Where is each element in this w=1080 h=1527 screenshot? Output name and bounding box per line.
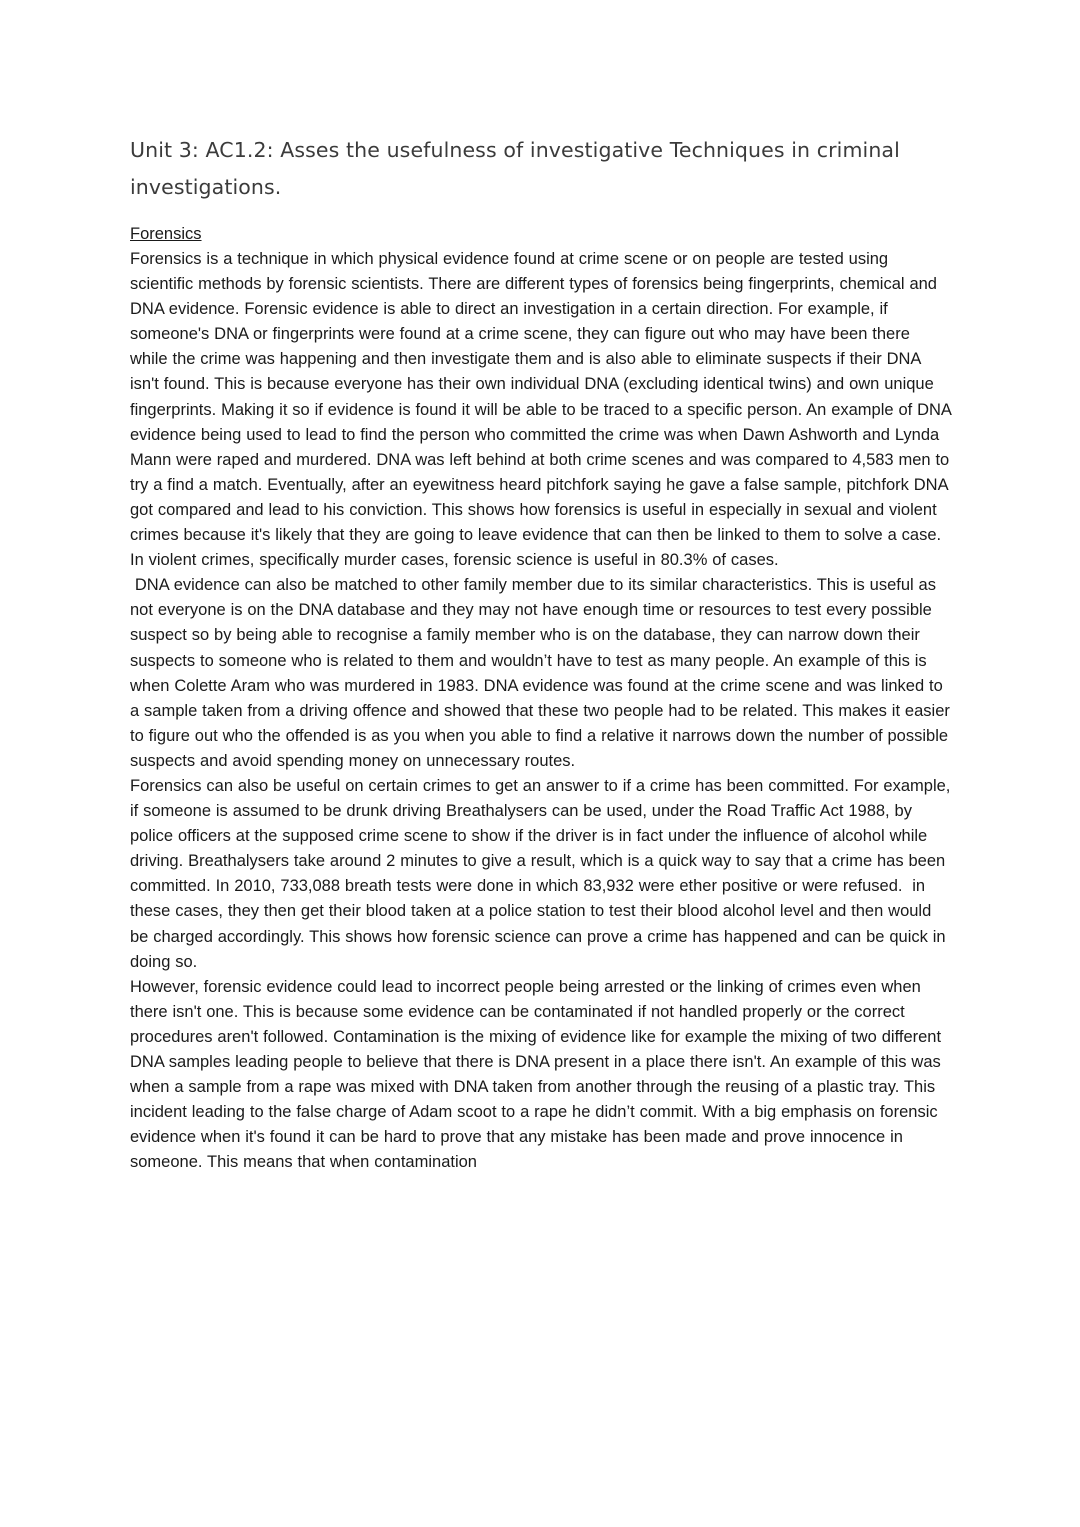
document-content: [130, 132, 956, 1175]
section-heading-forensics: Forensics: [130, 225, 202, 243]
paragraph-dna-family-matching: DNA evidence can also be matched to other family member due to its similar characteristics. This is useful as not everyone is on the DNA database and they may not have enough time or resources to test every possible suspect so by being able to recognise a family member who is on the database, they can narrow down their suspects to someone who is related to them and wouldn’t have to test as many people. An example of this is when Colette Aram who was murdered in 1983. DNA evidence was found at the crime scene and was linked to a sample taken from a driving offence and showed that these two people had to be related. This makes it easier to figure out who the offended is as you when you able to find a relative it narrows down the number of possible suspects and avoid spending money on unnecessary routes.: [130, 576, 955, 770]
paragraph-forensics-intro: Forensics is a technique in which physical evidence found at crime scene or on people are tested using scientific methods by forensic scientists. There are different types of forensics being fingerprints, chemical and DNA evidence. Forensic evidence is able to direct an investigation in a certain direction. For example, if someone's DNA or fingerprints were found at a crime scene, they can figure out who may have been there while the crime was happening and then investigate them and is also able to eliminate suspects if their DNA isn't found. This is because everyone has their own individual DNA (excluding identical twins) and own unique fingerprints. Making it so if evidence is found it will be able to be traced to a specific person. An example of DNA evidence being used to lead to find the person who committed the crime was when Dawn Ashworth and Lynda Mann were raped and murdered. DNA was left behind at both crime scenes and was compared to 4,583 men to try a find a match. Eventually, after an eyewitness heard pitchfork saying he gave a false sample, pitchfork DNA got compared and lead to his conviction. This shows how forensics is useful in especially in sexual and violent crimes because it's likely that they are going to leave evidence that can then be linked to them to solve a case. In violent crimes, specifically murder cases, forensic science is useful in 80.3% of cases.: [130, 250, 956, 570]
page-title: Unit 3: AC1.2: Asses the usefulness of investigative Techniques in criminal investigations.: [130, 138, 900, 199]
paragraph-breathalysers: Forensics can also be useful on certain crimes to get an answer to if a crime has been committed. For example, if someone is assumed to be drunk driving Breathalysers can be used, under the Road Traffic Act 1988, by police officers at the supposed crime scene to show if the driver is in fact under the influence of alcohol while driving. Breathalysers take around 2 minutes to give a result, which is a quick way to say that a crime has been committed. In 2010, 733,088 breath tests were done in which 83,932 were ether positive or were refused. in these cases, they then get their blood taken at a police station to test their blood alcohol level and then would be charged accordingly. This shows how forensic science can prove a crime has happened and can be quick in doing so.: [130, 776, 956, 971]
paragraph-contamination: However, forensic evidence could lead to incorrect people being arrested or the linking of crimes even when there isn't one. This is because some evidence can be contaminated if not handled properly or the correct procedures aren't followed. Contamination is the mixing of evidence like for example the mixing of two different DNA samples leading people to believe that there is DNA present in a place there isn't. An example of this was when a sample from a rape was mixed with DNA taken from another through the reusing of a plastic tray. This incident leading to the false charge of Adam scoot to a rape he didn’t commit. With a big emphasis on forensic evidence when it's found it can be hard to prove that any mistake has been made and prove innocence in someone. This means that when contamination: [130, 977, 946, 1172]
